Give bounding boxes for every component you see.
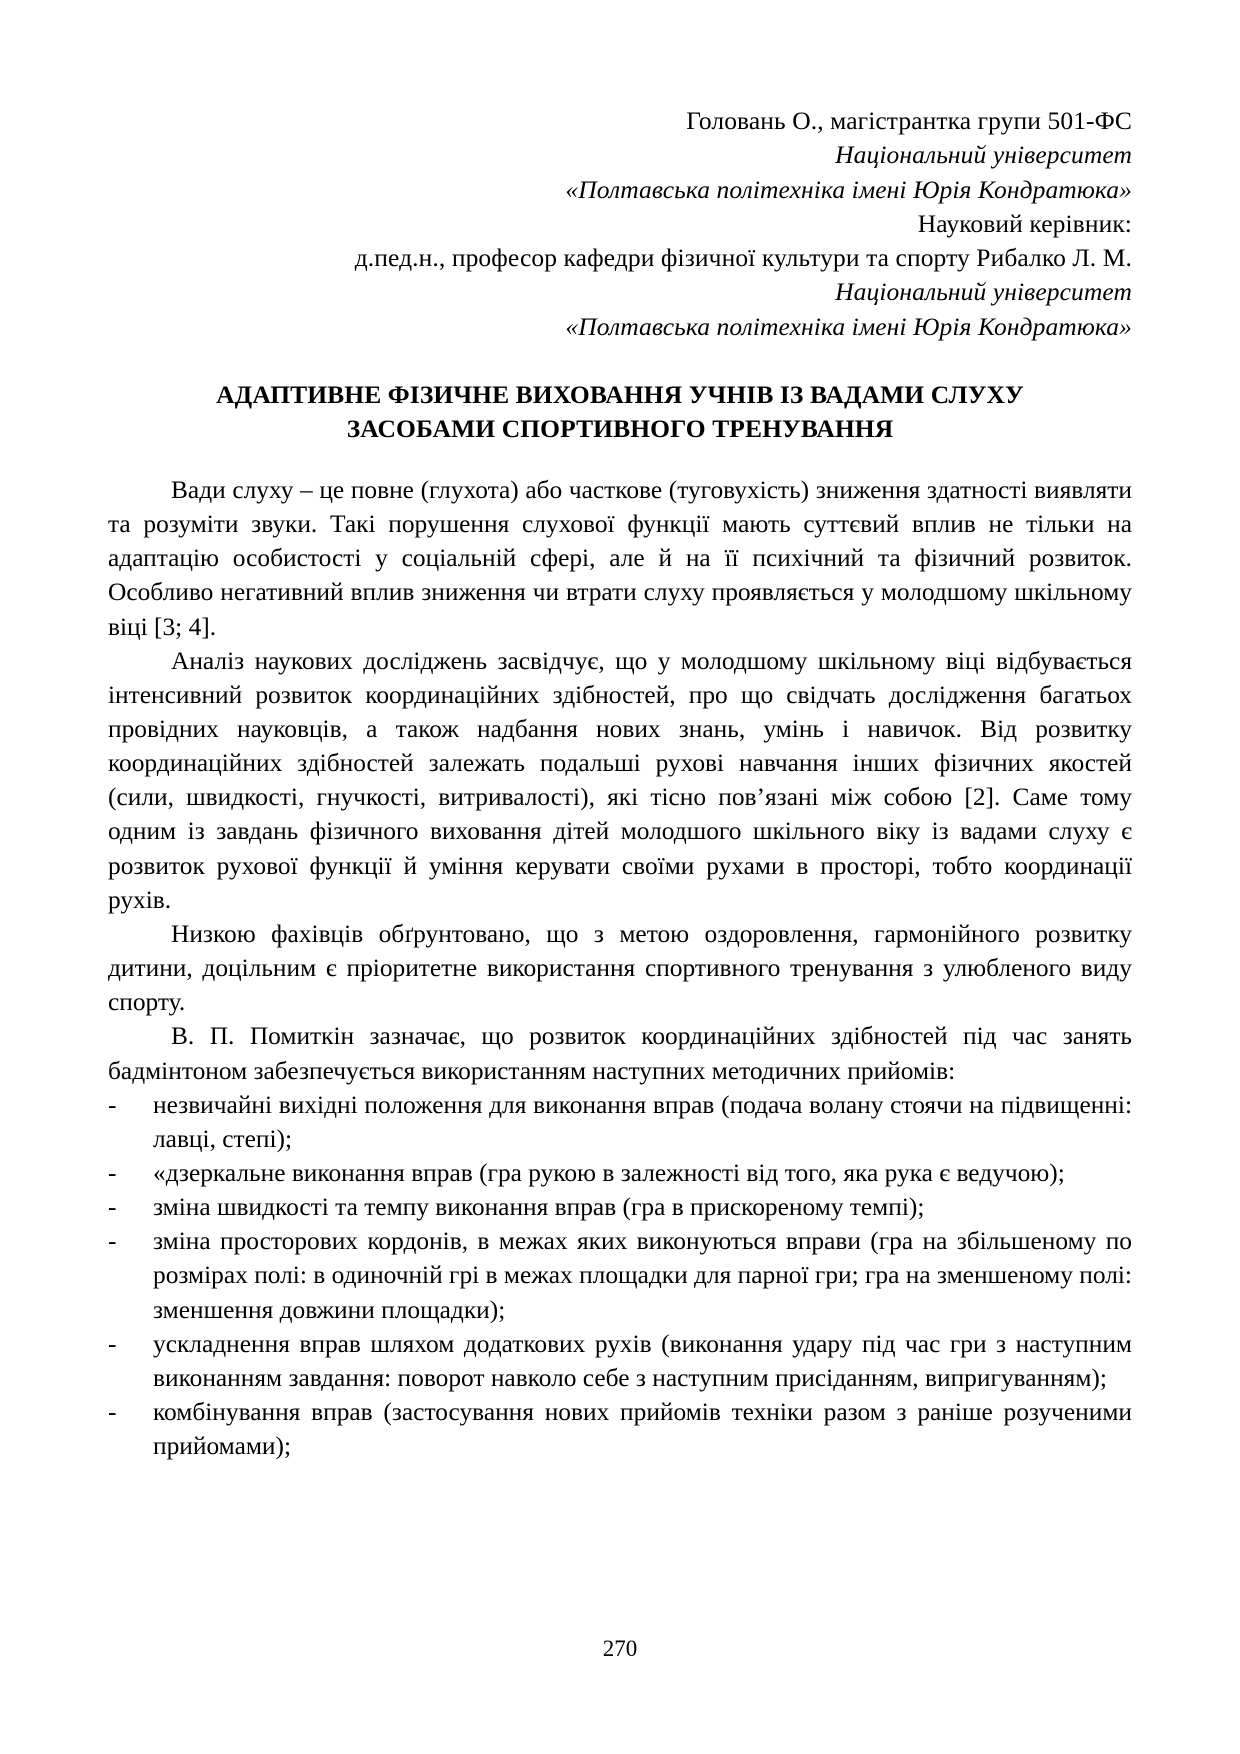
list-item-text: незвичайні вихідні положення для виконання вправ (подача волану стоячи на підвищенні: лавці, степі); (153, 1090, 1132, 1153)
methodical-techniques-list (108, 1088, 1132, 1464)
article-title-line-2: ЗАСОБАМИ СПОРТИВНОГО ТРЕНУВАННЯ (346, 413, 894, 443)
affiliation-block (108, 104, 1132, 344)
list-item (108, 1156, 1132, 1190)
page-number: 270 (602, 1636, 638, 1661)
supervisor-label: Науковий керівник: (917, 208, 1132, 238)
article-title-line-1: АДАПТИВНЕ ФІЗИЧНЕ ВИХОВАННЯ УЧНІВ ІЗ ВАДАМИ СЛУХУ (216, 380, 1024, 410)
university-name-line-1: «Полтавська політехніка імені Юрія Кондратюка» (565, 174, 1132, 204)
university-line-2: Національний університет (835, 277, 1132, 307)
list-marker-dash: - (108, 1329, 117, 1358)
list-marker-dash: - (108, 1159, 117, 1188)
list-item (108, 1395, 1132, 1463)
author-line: Головань О., магістрантка групи 501-ФС (686, 106, 1132, 135)
article-title (108, 378, 1132, 446)
body-paragraph-2: Аналіз наукових досліджень засвідчує, що у молодшому шкільному віці відбувається інтенсивний розвиток координаційних здібностей, про що свідчать дослідження багатьох провідних науковців, а також надбання нових знань, умінь і навичок. Від розвитку координаційних здібностей залежать подальші рухові навчання інших фізичних якостей (сили, швидкості, гнучкості, витривалості), які тісно пов’язані між собою [2]. Саме тому одним із завдань фізичного виховання дітей молодшого шкільного віку із вадами слуху є розвиток рухової функції й уміння керувати своїми рухами в просторі, тобто координації рухів. (108, 646, 1132, 914)
article-body (108, 473, 1132, 1464)
list-item (108, 1327, 1132, 1395)
list-marker-dash: - (108, 1090, 117, 1119)
university-line-1: Національний університет (835, 140, 1132, 170)
supervisor-line: д.пед.н., професор кафедри фізичної культури та спорту Рибалко Л. М. (354, 243, 1132, 273)
list-item-text: ускладнення вправ шляхом додаткових рухів (виконання удару під час гри з наступним виконанням завдання: поворот навколо себе з наступним присіданням, випригуванням); (153, 1329, 1132, 1392)
list-item (108, 1190, 1132, 1224)
university-name-line-2: «Полтавська політехніка імені Юрія Кондратюка» (565, 311, 1132, 341)
body-paragraph-3: Низкою фахівців обґрунтовано, що з метою оздоровлення, гармонійного розвитку дитини, доцільним є пріоритетне використання спортивного тренування з улюбленого виду спорту. (108, 919, 1132, 1017)
list-marker-dash: - (108, 1193, 117, 1222)
list-marker-dash: - (108, 1227, 117, 1256)
list-item-text: зміна швидкості та темпу виконання вправ (гра в прискореному темпі); (153, 1193, 925, 1222)
list-item (108, 1088, 1132, 1156)
list-item-text: комбінування вправ (застосування нових прийомів техніки разом з раніше розученими прийомами); (153, 1398, 1132, 1461)
list-marker-dash: - (108, 1398, 117, 1427)
list-item (108, 1224, 1132, 1326)
body-paragraph-1: Вади слуху – це повне (глухота) або часткове (туговухість) зниження здатності виявляти та розуміти звуки. Такі порушення слухової функції мають суттєвий вплив не тільки на адаптацію особистості у соціальній сфері, але й на її психічний та фізичний розвиток. Особливо негативний вплив зниження чи втрати слуху проявляється у молодшому шкільному віці [3; 4]. (108, 475, 1132, 641)
list-item-text: зміна просторових кордонів, в межах яких виконуються вправи (гра на збільшеному по розмірах полі: в одиночній грі в межах площадки для парної гри; гра на зменшеному полі: зменшення довжини площадки); (153, 1227, 1132, 1324)
list-item-text: «дзеркальне виконання вправ (гра рукою в залежності від того, яка рука є ведучою); (153, 1159, 1065, 1188)
body-paragraph-4: В. П. Помиткін зазначає, що розвиток координаційних здібностей під час занять бадмінтоном забезпечується використанням наступних методичних прийомів: (108, 1022, 1132, 1085)
